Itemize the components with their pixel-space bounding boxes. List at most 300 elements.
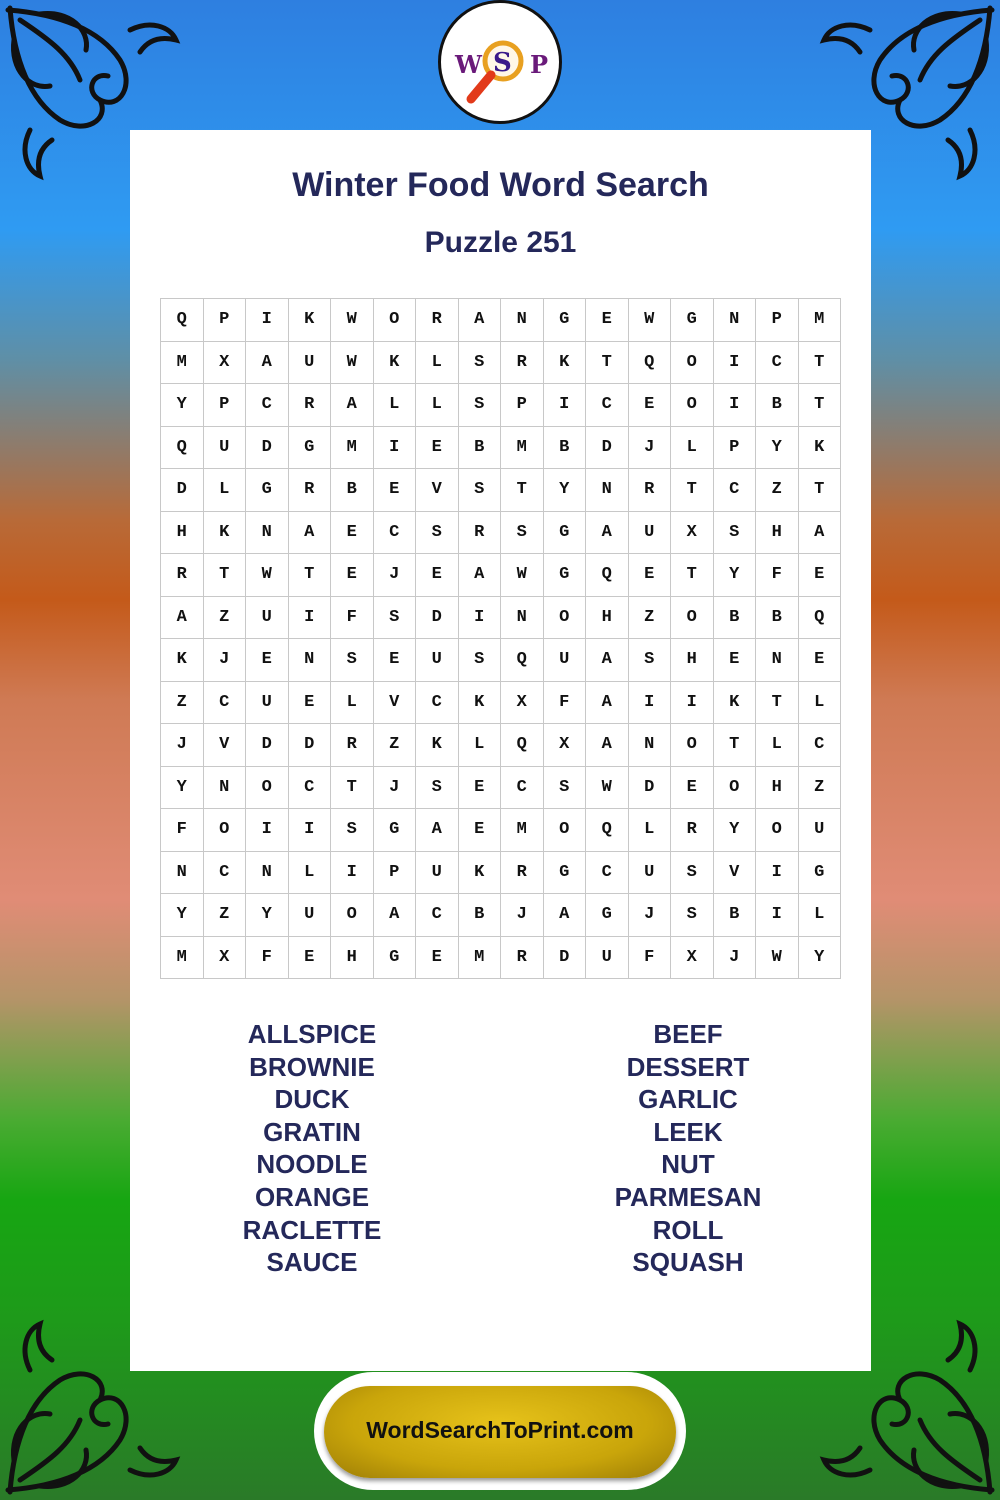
grid-cell[interactable]: E	[586, 299, 629, 342]
grid-cell[interactable]: L	[288, 851, 331, 894]
grid-cell[interactable]: I	[756, 851, 799, 894]
grid-cell[interactable]: E	[288, 936, 331, 979]
grid-cell[interactable]: T	[798, 341, 841, 384]
grid-cell[interactable]: N	[586, 469, 629, 512]
grid-cell[interactable]: V	[713, 851, 756, 894]
grid-cell[interactable]: Q	[798, 596, 841, 639]
grid-cell[interactable]: Q	[586, 554, 629, 597]
grid-cell[interactable]: E	[246, 639, 289, 682]
grid-cell[interactable]: L	[331, 681, 374, 724]
website-link-pill[interactable]	[324, 1386, 676, 1478]
word-list-item: RACLETTE	[242, 1214, 382, 1245]
grid-cell[interactable]: N	[713, 299, 756, 342]
grid-cell[interactable]: L	[458, 724, 501, 767]
grid-cell[interactable]: S	[416, 766, 459, 809]
grid-cell[interactable]: U	[246, 596, 289, 639]
website-link-label: WordSearchToPrint.com	[366, 1417, 634, 1443]
grid-cell[interactable]: K	[161, 639, 204, 682]
grid-cell[interactable]: G	[543, 554, 586, 597]
grid-cell[interactable]: R	[671, 809, 714, 852]
grid-cell[interactable]: M	[161, 936, 204, 979]
grid-row	[161, 554, 841, 597]
grid-cell[interactable]: V	[203, 724, 246, 767]
grid-cell[interactable]: O	[373, 299, 416, 342]
grid-cell[interactable]: C	[756, 341, 799, 384]
grid-cell[interactable]: S	[458, 639, 501, 682]
grid-cell[interactable]: A	[161, 596, 204, 639]
grid-cell[interactable]: E	[458, 766, 501, 809]
grid-cell[interactable]: S	[458, 341, 501, 384]
grid-row	[161, 639, 841, 682]
grid-cell[interactable]: R	[416, 299, 459, 342]
grid-cell[interactable]: I	[246, 809, 289, 852]
grid-cell[interactable]: O	[246, 766, 289, 809]
word-list-item: BROWNIE	[249, 1051, 375, 1082]
grid-cell[interactable]: E	[628, 384, 671, 427]
grid-cell[interactable]: I	[543, 384, 586, 427]
grid-row	[161, 681, 841, 724]
grid-row	[161, 384, 841, 427]
grid-cell[interactable]: R	[161, 554, 204, 597]
grid-cell[interactable]: D	[246, 724, 289, 767]
grid-cell[interactable]: I	[246, 299, 289, 342]
grid-cell[interactable]: M	[458, 936, 501, 979]
word-list-item: NUT	[661, 1149, 715, 1180]
grid-cell[interactable]: D	[586, 426, 629, 469]
grid-cell[interactable]: U	[288, 341, 331, 384]
grid-cell[interactable]: C	[416, 681, 459, 724]
grid-row	[161, 341, 841, 384]
grid-cell[interactable]: Z	[373, 724, 416, 767]
word-list-item: ALLSPICE	[247, 1019, 377, 1049]
word-list-item: DESSERT	[626, 1051, 750, 1082]
grid-row	[161, 469, 841, 512]
grid-cell[interactable]: E	[671, 766, 714, 809]
grid-cell[interactable]: A	[246, 341, 289, 384]
grid-cell[interactable]: C	[416, 894, 459, 937]
grid-cell[interactable]: C	[713, 469, 756, 512]
grid-cell[interactable]: U	[288, 894, 331, 937]
grid-cell[interactable]: S	[543, 766, 586, 809]
grid-row	[161, 894, 841, 937]
grid-cell[interactable]: R	[458, 511, 501, 554]
grid-row	[161, 299, 841, 342]
grid-cell[interactable]: F	[756, 554, 799, 597]
grid-cell[interactable]: S	[713, 511, 756, 554]
grid-cell[interactable]: L	[756, 724, 799, 767]
grid-cell[interactable]: L	[798, 894, 841, 937]
grid-cell[interactable]: E	[416, 936, 459, 979]
grid-cell[interactable]: L	[628, 809, 671, 852]
word-list-item: SQUASH	[632, 1247, 744, 1278]
grid-cell[interactable]: I	[671, 681, 714, 724]
grid-cell[interactable]: B	[756, 384, 799, 427]
grid-cell[interactable]: Q	[586, 809, 629, 852]
grid-cell[interactable]: G	[543, 851, 586, 894]
grid-cell[interactable]: J	[713, 936, 756, 979]
grid-cell[interactable]: P	[756, 299, 799, 342]
grid-cell[interactable]: Z	[161, 681, 204, 724]
grid-row	[161, 511, 841, 554]
grid-cell[interactable]: S	[671, 851, 714, 894]
grid-cell[interactable]: S	[458, 384, 501, 427]
grid-cell[interactable]: Y	[161, 766, 204, 809]
word-list-item: ORANGE	[254, 1181, 370, 1212]
grid-cell[interactable]: S	[628, 639, 671, 682]
grid-cell[interactable]: G	[543, 511, 586, 554]
grid-cell[interactable]: B	[713, 596, 756, 639]
word-list-item: NOODLE	[256, 1149, 368, 1180]
page-title: Winter Food Word Search	[292, 166, 709, 204]
grid-cell[interactable]: A	[543, 894, 586, 937]
grid-cell[interactable]: I	[713, 341, 756, 384]
grid-cell[interactable]: K	[203, 511, 246, 554]
grid-cell[interactable]: K	[288, 299, 331, 342]
grid-cell[interactable]: P	[373, 851, 416, 894]
grid-cell[interactable]: K	[543, 341, 586, 384]
grid-cell[interactable]: F	[246, 936, 289, 979]
grid-cell[interactable]: N	[246, 511, 289, 554]
grid-cell[interactable]: X	[671, 936, 714, 979]
grid-cell[interactable]: E	[288, 681, 331, 724]
grid-cell[interactable]: T	[798, 384, 841, 427]
grid-cell[interactable]: Z	[203, 596, 246, 639]
grid-cell[interactable]: Z	[798, 766, 841, 809]
grid-cell[interactable]: Q	[161, 426, 204, 469]
grid-row	[161, 851, 841, 894]
logo-letter-w: W	[455, 50, 482, 79]
grid-cell[interactable]: F	[628, 936, 671, 979]
grid-cell[interactable]: E	[331, 511, 374, 554]
grid-cell[interactable]: Q	[161, 299, 204, 342]
grid-cell[interactable]: O	[671, 724, 714, 767]
grid-cell[interactable]: R	[501, 851, 544, 894]
grid-cell[interactable]: D	[161, 469, 204, 512]
grid-cell[interactable]: A	[798, 511, 841, 554]
grid-cell[interactable]: K	[798, 426, 841, 469]
grid-cell[interactable]: T	[756, 681, 799, 724]
grid-cell[interactable]: O	[713, 766, 756, 809]
grid-cell[interactable]: H	[586, 596, 629, 639]
grid-cell[interactable]: C	[203, 681, 246, 724]
grid-cell[interactable]: J	[373, 766, 416, 809]
grid-cell[interactable]: E	[373, 469, 416, 512]
grid-cell[interactable]: U	[628, 851, 671, 894]
grid-cell[interactable]: B	[458, 894, 501, 937]
grid-row	[161, 596, 841, 639]
word-list-item: GRATIN	[263, 1116, 361, 1147]
grid-cell[interactable]: J	[161, 724, 204, 767]
grid-cell[interactable]: A	[331, 384, 374, 427]
grid-cell[interactable]: F	[543, 681, 586, 724]
grid-cell[interactable]: X	[501, 681, 544, 724]
grid-cell[interactable]: E	[416, 554, 459, 597]
word-list-item: PARMESAN	[614, 1181, 762, 1212]
grid-cell[interactable]: G	[373, 809, 416, 852]
grid-cell[interactable]: L	[671, 426, 714, 469]
grid-cell[interactable]: W	[246, 554, 289, 597]
grid-cell[interactable]: J	[373, 554, 416, 597]
grid-cell[interactable]: G	[543, 299, 586, 342]
grid-cell[interactable]: L	[416, 341, 459, 384]
grid-cell[interactable]: G	[798, 851, 841, 894]
grid-cell[interactable]: C	[246, 384, 289, 427]
grid-cell[interactable]: Q	[501, 724, 544, 767]
grid-cell[interactable]: N	[203, 766, 246, 809]
grid-cell[interactable]: Q	[501, 639, 544, 682]
grid-cell[interactable]: S	[373, 596, 416, 639]
grid-cell[interactable]: T	[288, 554, 331, 597]
grid-cell[interactable]: M	[798, 299, 841, 342]
grid-cell[interactable]: N	[161, 851, 204, 894]
word-list-item: BEEF	[653, 1019, 723, 1049]
grid-cell[interactable]: G	[373, 936, 416, 979]
grid-row	[161, 426, 841, 469]
grid-cell[interactable]: H	[671, 639, 714, 682]
grid-cell[interactable]: T	[203, 554, 246, 597]
word-list-item: LEEK	[653, 1116, 723, 1147]
grid-cell[interactable]: U	[246, 681, 289, 724]
grid-cell[interactable]: B	[458, 426, 501, 469]
word-list-item: SAUCE	[266, 1247, 358, 1278]
grid-cell[interactable]: E	[798, 554, 841, 597]
grid-cell[interactable]: W	[628, 299, 671, 342]
grid-cell[interactable]: O	[671, 341, 714, 384]
grid-cell[interactable]: T	[671, 469, 714, 512]
grid-cell[interactable]: M	[331, 426, 374, 469]
grid-cell[interactable]: S	[671, 894, 714, 937]
grid-cell[interactable]: R	[501, 936, 544, 979]
grid-cell[interactable]: Q	[628, 341, 671, 384]
grid-cell[interactable]: E	[713, 639, 756, 682]
grid-cell[interactable]: S	[416, 511, 459, 554]
grid-cell[interactable]: K	[458, 681, 501, 724]
grid-cell[interactable]: S	[331, 639, 374, 682]
grid-cell[interactable]: U	[628, 511, 671, 554]
grid-cell[interactable]: I	[373, 426, 416, 469]
grid-cell[interactable]: U	[416, 851, 459, 894]
grid-cell[interactable]: U	[543, 639, 586, 682]
grid-cell[interactable]: E	[628, 554, 671, 597]
grid-cell[interactable]: K	[416, 724, 459, 767]
grid-cell[interactable]: N	[246, 851, 289, 894]
grid-cell[interactable]: L	[416, 384, 459, 427]
grid-cell[interactable]: L	[203, 469, 246, 512]
grid-cell[interactable]: E	[331, 554, 374, 597]
grid-cell[interactable]: H	[161, 511, 204, 554]
grid-cell[interactable]: C	[288, 766, 331, 809]
grid-cell[interactable]: M	[161, 341, 204, 384]
grid-cell[interactable]: P	[203, 299, 246, 342]
grid-cell[interactable]: A	[586, 639, 629, 682]
grid-cell[interactable]: V	[416, 469, 459, 512]
grid-cell[interactable]: B	[713, 894, 756, 937]
grid-cell[interactable]: O	[671, 596, 714, 639]
grid-row	[161, 766, 841, 809]
grid-row	[161, 936, 841, 979]
grid-cell[interactable]: Y	[798, 936, 841, 979]
grid-cell[interactable]: B	[543, 426, 586, 469]
grid-cell[interactable]: T	[671, 554, 714, 597]
grid-cell[interactable]: I	[288, 596, 331, 639]
grid-cell[interactable]: E	[416, 426, 459, 469]
grid-cell[interactable]: R	[628, 469, 671, 512]
grid-cell[interactable]: F	[161, 809, 204, 852]
grid-cell[interactable]: Z	[756, 469, 799, 512]
grid-cell[interactable]: I	[458, 596, 501, 639]
grid-cell[interactable]: O	[331, 894, 374, 937]
grid-cell[interactable]: D	[628, 766, 671, 809]
grid-cell[interactable]: O	[543, 809, 586, 852]
grid-cell[interactable]: K	[713, 681, 756, 724]
grid-cell[interactable]: D	[416, 596, 459, 639]
grid-cell[interactable]: I	[713, 384, 756, 427]
grid-cell[interactable]: X	[543, 724, 586, 767]
grid-cell[interactable]: T	[798, 469, 841, 512]
grid-cell[interactable]: I	[288, 809, 331, 852]
grid-cell[interactable]: E	[373, 639, 416, 682]
puzzle-number: Puzzle 251	[424, 226, 577, 259]
website-link-button[interactable]	[314, 1372, 686, 1490]
grid-cell[interactable]: M	[501, 426, 544, 469]
grid-cell[interactable]: P	[713, 426, 756, 469]
word-list-right	[538, 1018, 838, 1279]
grid-cell[interactable]: B	[756, 596, 799, 639]
grid-cell[interactable]: U	[586, 936, 629, 979]
grid-cell[interactable]: A	[586, 511, 629, 554]
grid-cell[interactable]: D	[543, 936, 586, 979]
grid-cell[interactable]: D	[246, 426, 289, 469]
grid-cell[interactable]: C	[501, 766, 544, 809]
grid-cell[interactable]: C	[586, 384, 629, 427]
grid-cell[interactable]: X	[671, 511, 714, 554]
puzzle-card	[130, 130, 871, 1371]
grid-cell[interactable]: E	[458, 809, 501, 852]
grid-cell[interactable]: T	[713, 724, 756, 767]
grid-cell[interactable]: E	[798, 639, 841, 682]
logo-letter-p: P	[530, 50, 549, 79]
grid-cell[interactable]: T	[501, 469, 544, 512]
grid-cell[interactable]: G	[246, 469, 289, 512]
grid-cell[interactable]: G	[671, 299, 714, 342]
grid-cell[interactable]: A	[458, 299, 501, 342]
grid-row	[161, 724, 841, 767]
grid-cell[interactable]: I	[331, 851, 374, 894]
grid-cell[interactable]: C	[373, 511, 416, 554]
grid-cell[interactable]: J	[628, 426, 671, 469]
grid-cell[interactable]: Y	[161, 894, 204, 937]
grid-cell[interactable]: N	[288, 639, 331, 682]
grid-cell[interactable]: A	[373, 894, 416, 937]
grid-cell[interactable]: A	[416, 809, 459, 852]
grid-cell[interactable]: P	[203, 384, 246, 427]
grid-cell[interactable]: U	[798, 809, 841, 852]
grid-row	[161, 809, 841, 852]
grid-cell[interactable]: A	[458, 554, 501, 597]
grid-cell[interactable]: W	[586, 766, 629, 809]
grid-cell[interactable]: R	[331, 724, 374, 767]
grid-cell[interactable]: R	[501, 341, 544, 384]
grid-cell[interactable]: W	[756, 936, 799, 979]
word-list-item: DUCK	[274, 1084, 350, 1115]
grid-cell[interactable]: N	[756, 639, 799, 682]
grid-cell[interactable]: X	[203, 341, 246, 384]
word-list-left	[162, 1018, 462, 1279]
grid-cell[interactable]: N	[501, 596, 544, 639]
grid-cell[interactable]: T	[331, 766, 374, 809]
grid-cell[interactable]: Z	[203, 894, 246, 937]
grid-cell[interactable]: O	[756, 809, 799, 852]
grid-cell[interactable]: X	[203, 936, 246, 979]
grid-cell[interactable]: Y	[713, 809, 756, 852]
grid-cell[interactable]: U	[416, 639, 459, 682]
grid-cell[interactable]: S	[501, 511, 544, 554]
grid-cell[interactable]: G	[586, 894, 629, 937]
grid-cell[interactable]: Y	[713, 554, 756, 597]
grid-cell[interactable]: K	[458, 851, 501, 894]
site-logo[interactable]	[438, 0, 562, 124]
grid-cell[interactable]: K	[373, 341, 416, 384]
grid-cell[interactable]: V	[373, 681, 416, 724]
grid-cell[interactable]: W	[331, 299, 374, 342]
grid-cell[interactable]: W	[331, 341, 374, 384]
grid-cell[interactable]: J	[203, 639, 246, 682]
grid-cell[interactable]: M	[501, 809, 544, 852]
grid-cell[interactable]: B	[331, 469, 374, 512]
grid-cell[interactable]: Y	[543, 469, 586, 512]
grid-cell[interactable]: O	[671, 384, 714, 427]
grid-cell[interactable]: O	[543, 596, 586, 639]
grid-cell[interactable]: S	[331, 809, 374, 852]
grid-cell[interactable]: J	[501, 894, 544, 937]
grid-cell[interactable]: W	[501, 554, 544, 597]
word-list-item: ROLL	[652, 1214, 724, 1245]
grid-cell[interactable]: G	[288, 426, 331, 469]
grid-cell[interactable]: P	[501, 384, 544, 427]
grid-cell[interactable]: A	[586, 681, 629, 724]
grid-cell[interactable]: I	[756, 894, 799, 937]
grid-cell[interactable]: U	[203, 426, 246, 469]
grid-cell[interactable]: I	[628, 681, 671, 724]
grid-cell[interactable]: C	[203, 851, 246, 894]
grid-cell[interactable]: N	[628, 724, 671, 767]
grid-cell[interactable]: D	[288, 724, 331, 767]
grid-cell[interactable]: N	[501, 299, 544, 342]
grid-cell[interactable]: F	[331, 596, 374, 639]
grid-cell[interactable]: O	[203, 809, 246, 852]
grid-cell[interactable]: L	[373, 384, 416, 427]
grid-cell[interactable]: S	[458, 469, 501, 512]
grid-cell[interactable]: R	[288, 384, 331, 427]
letter-grid[interactable]	[160, 298, 841, 979]
grid-cell[interactable]: C	[798, 724, 841, 767]
grid-cell[interactable]: J	[628, 894, 671, 937]
grid-cell[interactable]: H	[756, 766, 799, 809]
word-list-item: GARLIC	[638, 1084, 738, 1115]
grid-cell[interactable]: T	[586, 341, 629, 384]
grid-cell[interactable]: H	[331, 936, 374, 979]
grid-cell[interactable]: A	[586, 724, 629, 767]
grid-cell[interactable]: Z	[628, 596, 671, 639]
grid-cell[interactable]: L	[798, 681, 841, 724]
grid-cell[interactable]: Y	[246, 894, 289, 937]
grid-cell[interactable]: R	[288, 469, 331, 512]
grid-cell[interactable]: C	[586, 851, 629, 894]
grid-cell[interactable]: Y	[161, 384, 204, 427]
grid-cell[interactable]: Y	[756, 426, 799, 469]
grid-cell[interactable]: H	[756, 511, 799, 554]
grid-cell[interactable]: A	[288, 511, 331, 554]
